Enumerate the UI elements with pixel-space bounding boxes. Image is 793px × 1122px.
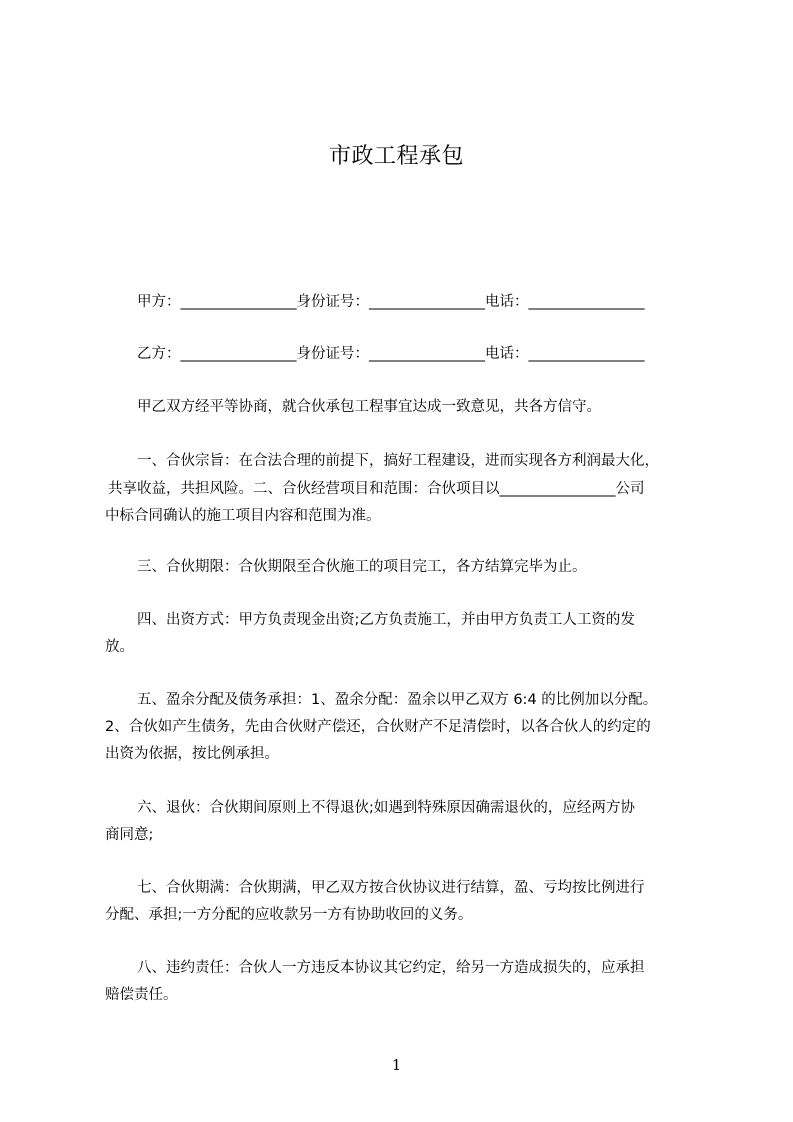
section-3-line-1: 三、合伙期限：合伙期限至合伙施工的项目完工，各方结算完毕为止。 (137, 559, 587, 575)
party-b-line: 乙方：________________身份证号：________________电话：________________ (137, 346, 645, 362)
section-7-line-2: 分配、承担;一方分配的应收款另一方有协助收回的义务。 (105, 907, 473, 923)
section-1-line-2: 共享收益，共担风险。二、合伙经营项目和范围：合伙项目以________________公司 (108, 481, 645, 497)
section-1-line-3: 中标合同确认的施工项目内容和范围为准。 (105, 508, 381, 524)
intro-paragraph: 甲乙双方经平等协商，就合伙承包工程事宜达成一致意见，共各方信守。 (137, 399, 601, 415)
section-7-line-1: 七、合伙期满：合伙期满，甲乙双方按合伙协议进行结算，盈、亏均按比例进行 (137, 880, 645, 896)
section-8-line-1: 八、违约责任：合伙人一方违反本协议其它约定，给另一方造成损失的，应承担 (137, 960, 645, 976)
party-a-line: 甲方：________________身份证号：________________电话：________________ (137, 294, 645, 310)
section-4-line-2: 放。 (105, 639, 134, 655)
page-number: 1 (391, 1056, 402, 1074)
section-4-line-1: 四、出资方式：甲方负责现金出资;乙方负责施工，并由甲方负责工人工资的发 (137, 612, 635, 628)
section-5-line-1: 五、盈余分配及债务承担：1、盈余分配：盈余以甲乙双方 6:4 的比例加以分配。 (137, 692, 658, 708)
section-6-line-2: 商同意; (105, 827, 154, 843)
document-title: 市政工程承包 (328, 144, 464, 169)
section-6-line-1: 六、退伙：合伙期间原则上不得退伙;如遇到特殊原因确需退伙的，应经两方协 (137, 800, 635, 816)
section-5-line-2: 2、合伙如产生债务，先由合伙财产偿还，合伙财产不足清偿时，以各合伙人的约定的 (105, 719, 651, 735)
section-5-line-3: 出资为依据，按比例承担。 (105, 746, 279, 762)
section-1-line-1: 一、合伙宗旨：在合法合理的前提下，搞好工程建设，进而实现各方利润最大化， (137, 453, 659, 469)
section-8-line-2: 赔偿责任。 (105, 987, 178, 1003)
